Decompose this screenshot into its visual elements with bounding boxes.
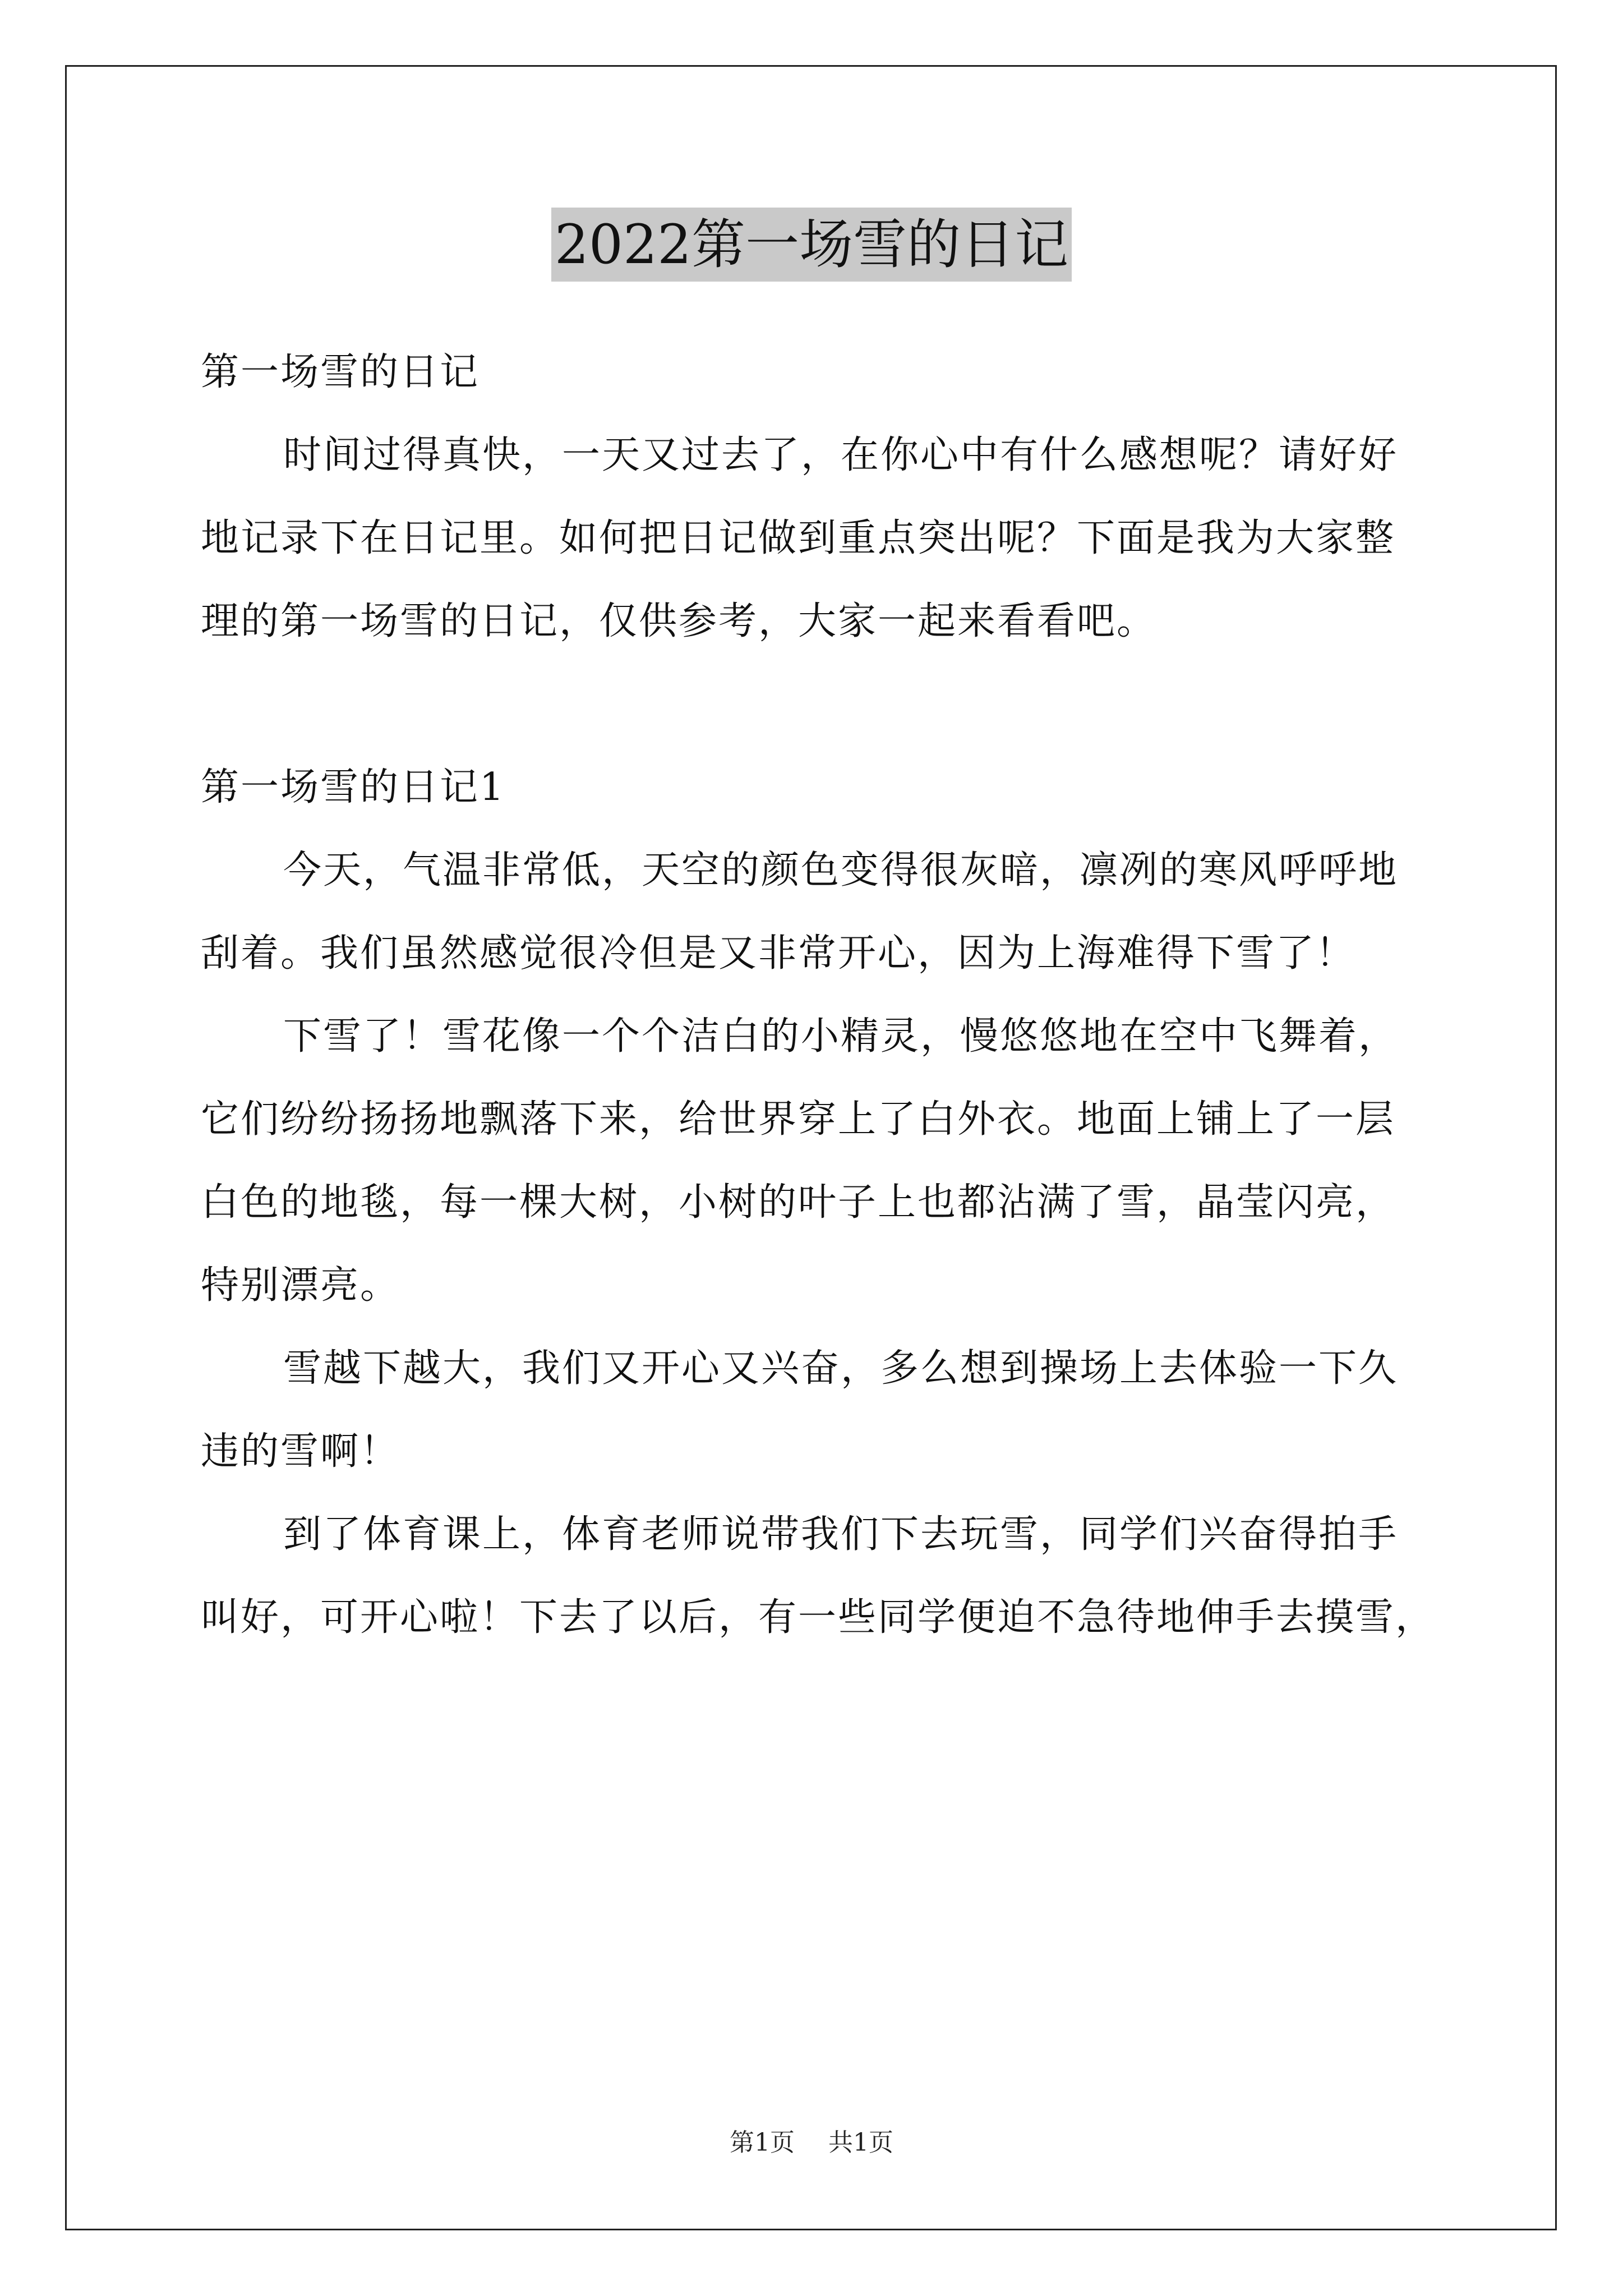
text-line: 第一场雪的日记	[201, 350, 480, 394]
text-line: 白色的地毯，每一棵大树，小树的叶子上也都沾满了雪，晶莹闪亮，	[201, 1180, 1396, 1225]
document-body	[201, 331, 1451, 1659]
text-line: 下雪了！雪花像一个个洁白的小精灵，慢悠悠地在空中飞舞着，	[283, 1014, 1399, 1059]
text-line: 到了体育课上，体育老师说带我们下去玩雪，同学们兴奋得拍手	[283, 1512, 1399, 1557]
text-line: 违的雪啊！	[201, 1429, 400, 1474]
text-line: 叫好，可开心啦！下去了以后，有一些同学便迫不急待地伸手去摸雪，	[201, 1595, 1436, 1640]
text-line: 雪越下越大，我们又开心又兴奋，多么想到操场上去体验一下久	[283, 1346, 1399, 1391]
section-heading: 第一场雪的日记1	[201, 765, 506, 809]
document-title: 2022第一场雪的日记	[551, 208, 1072, 282]
text-line: 时间过得真快，一天又过去了，在你心中有什么感想呢？请好好	[283, 433, 1399, 477]
page-count: 共1页	[828, 2128, 893, 2157]
paragraph-gap	[201, 663, 1451, 746]
page-number: 第1页	[730, 2128, 795, 2157]
text-line: 特别漂亮。	[201, 1263, 400, 1308]
title-wrap	[0, 208, 1623, 282]
text-line: 今天，气温非常低，天空的颜色变得很灰暗，凛冽的寒风呼呼地	[283, 848, 1399, 892]
text-line: 它们纷纷扬扬地飘落下来，给世界穿上了白外衣。地面上铺上了一层	[201, 1097, 1396, 1142]
text-line: 刮着。我们虽然感觉很冷但是又非常开心，因为上海难得下雪了！	[201, 931, 1356, 976]
text-line: 理的第一场雪的日记，仅供参考，大家一起来看看吧。	[201, 599, 1157, 643]
text-line: 地记录下在日记里。如何把日记做到重点突出呢？下面是我为大家整	[201, 516, 1396, 560]
page-footer	[0, 2126, 1623, 2160]
